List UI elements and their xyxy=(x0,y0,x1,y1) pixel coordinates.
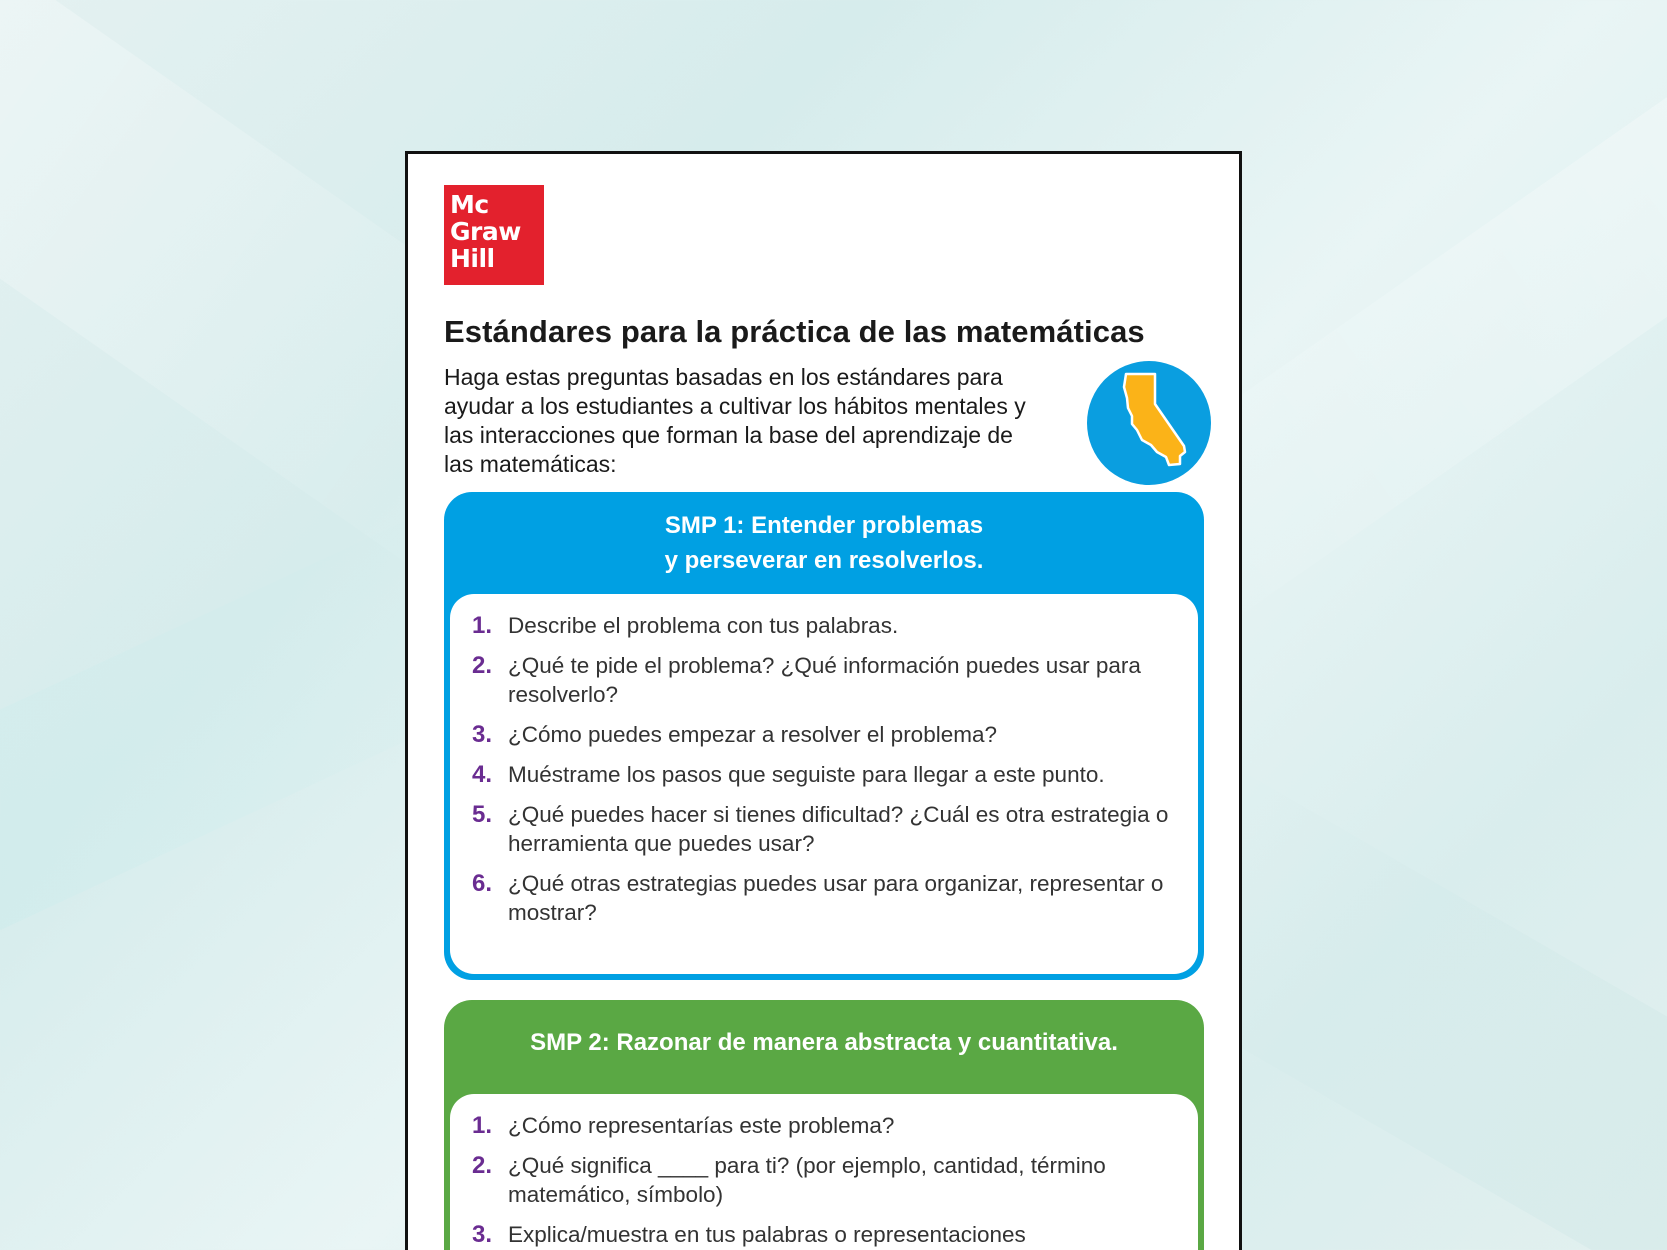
smp-2-title-line-1: SMP 2: Razonar de manera abstracta y cuantitativa. xyxy=(530,1029,1118,1056)
question-item xyxy=(472,611,1178,640)
question-item xyxy=(472,869,1178,927)
question-text: ¿Qué otras estrategias puedes usar para organizar, representar o mostrar? xyxy=(508,871,1164,925)
question-item xyxy=(472,1111,1178,1140)
question-number: 3. xyxy=(472,1221,493,1248)
question-item xyxy=(472,651,1178,709)
question-item xyxy=(472,1220,1178,1249)
document-page xyxy=(405,151,1242,1250)
question-number: 1. xyxy=(472,612,493,639)
smp-2-question-panel xyxy=(450,1094,1198,1250)
question-number: 3. xyxy=(472,721,493,748)
mcgraw-hill-logo xyxy=(444,185,544,285)
question-text: ¿Qué significa ____ para ti? (por ejemplo, cantidad, término matemático, símbolo) xyxy=(508,1153,1106,1207)
question-item xyxy=(472,720,1178,749)
smp-1-title xyxy=(444,492,1204,578)
logo-line-2: Graw xyxy=(450,217,521,246)
smp-1-title-line-1: SMP 1: Entender problemas xyxy=(664,512,984,539)
question-text: ¿Cómo representarías este problema? xyxy=(508,1113,895,1138)
question-number: 2. xyxy=(472,652,493,679)
smp-2-card xyxy=(444,1000,1204,1250)
question-text: ¿Qué te pide el problema? ¿Qué información puedes usar para resolverlo? xyxy=(508,653,1141,707)
logo-line-1: Mc xyxy=(450,190,489,219)
intro-text: Haga estas preguntas basadas en los estándares para ayudar a los estudiantes a cultivar los hábitos mentales y las interacciones que forman la base del aprendizaje de las matemáticas: xyxy=(444,364,1026,477)
question-text: Muéstrame los pasos que seguiste para llegar a este punto. xyxy=(508,762,1105,787)
question-item xyxy=(472,760,1178,789)
question-text: Describe el problema con tus palabras. xyxy=(508,613,899,638)
question-number: 5. xyxy=(472,801,493,828)
logo-line-3: Hill xyxy=(450,244,495,273)
question-number: 2. xyxy=(472,1152,493,1179)
question-number: 6. xyxy=(472,870,493,897)
smp-1-card xyxy=(444,492,1204,980)
smp-2-question-list xyxy=(472,1111,1178,1249)
question-number: 4. xyxy=(472,761,493,788)
question-text: ¿Cómo puedes empezar a resolver el problema? xyxy=(508,722,997,747)
question-text: Explica/muestra en tus palabras o representaciones xyxy=(508,1222,1026,1247)
question-item xyxy=(472,1151,1178,1209)
question-text: ¿Qué puedes hacer si tienes dificultad? ¿Cuál es otra estrategia o herramienta que puedes usar? xyxy=(508,802,1169,856)
smp-1-question-list xyxy=(472,611,1178,927)
california-state-icon xyxy=(1086,360,1212,486)
question-number: 1. xyxy=(472,1112,493,1139)
smp-1-title-line-2: y perseverar en resolverlos. xyxy=(664,547,984,574)
smp-2-title xyxy=(444,1000,1204,1060)
page-title: Estándares para la práctica de las matemáticas xyxy=(444,314,1145,349)
smp-1-question-panel xyxy=(450,594,1198,974)
question-item xyxy=(472,800,1178,858)
